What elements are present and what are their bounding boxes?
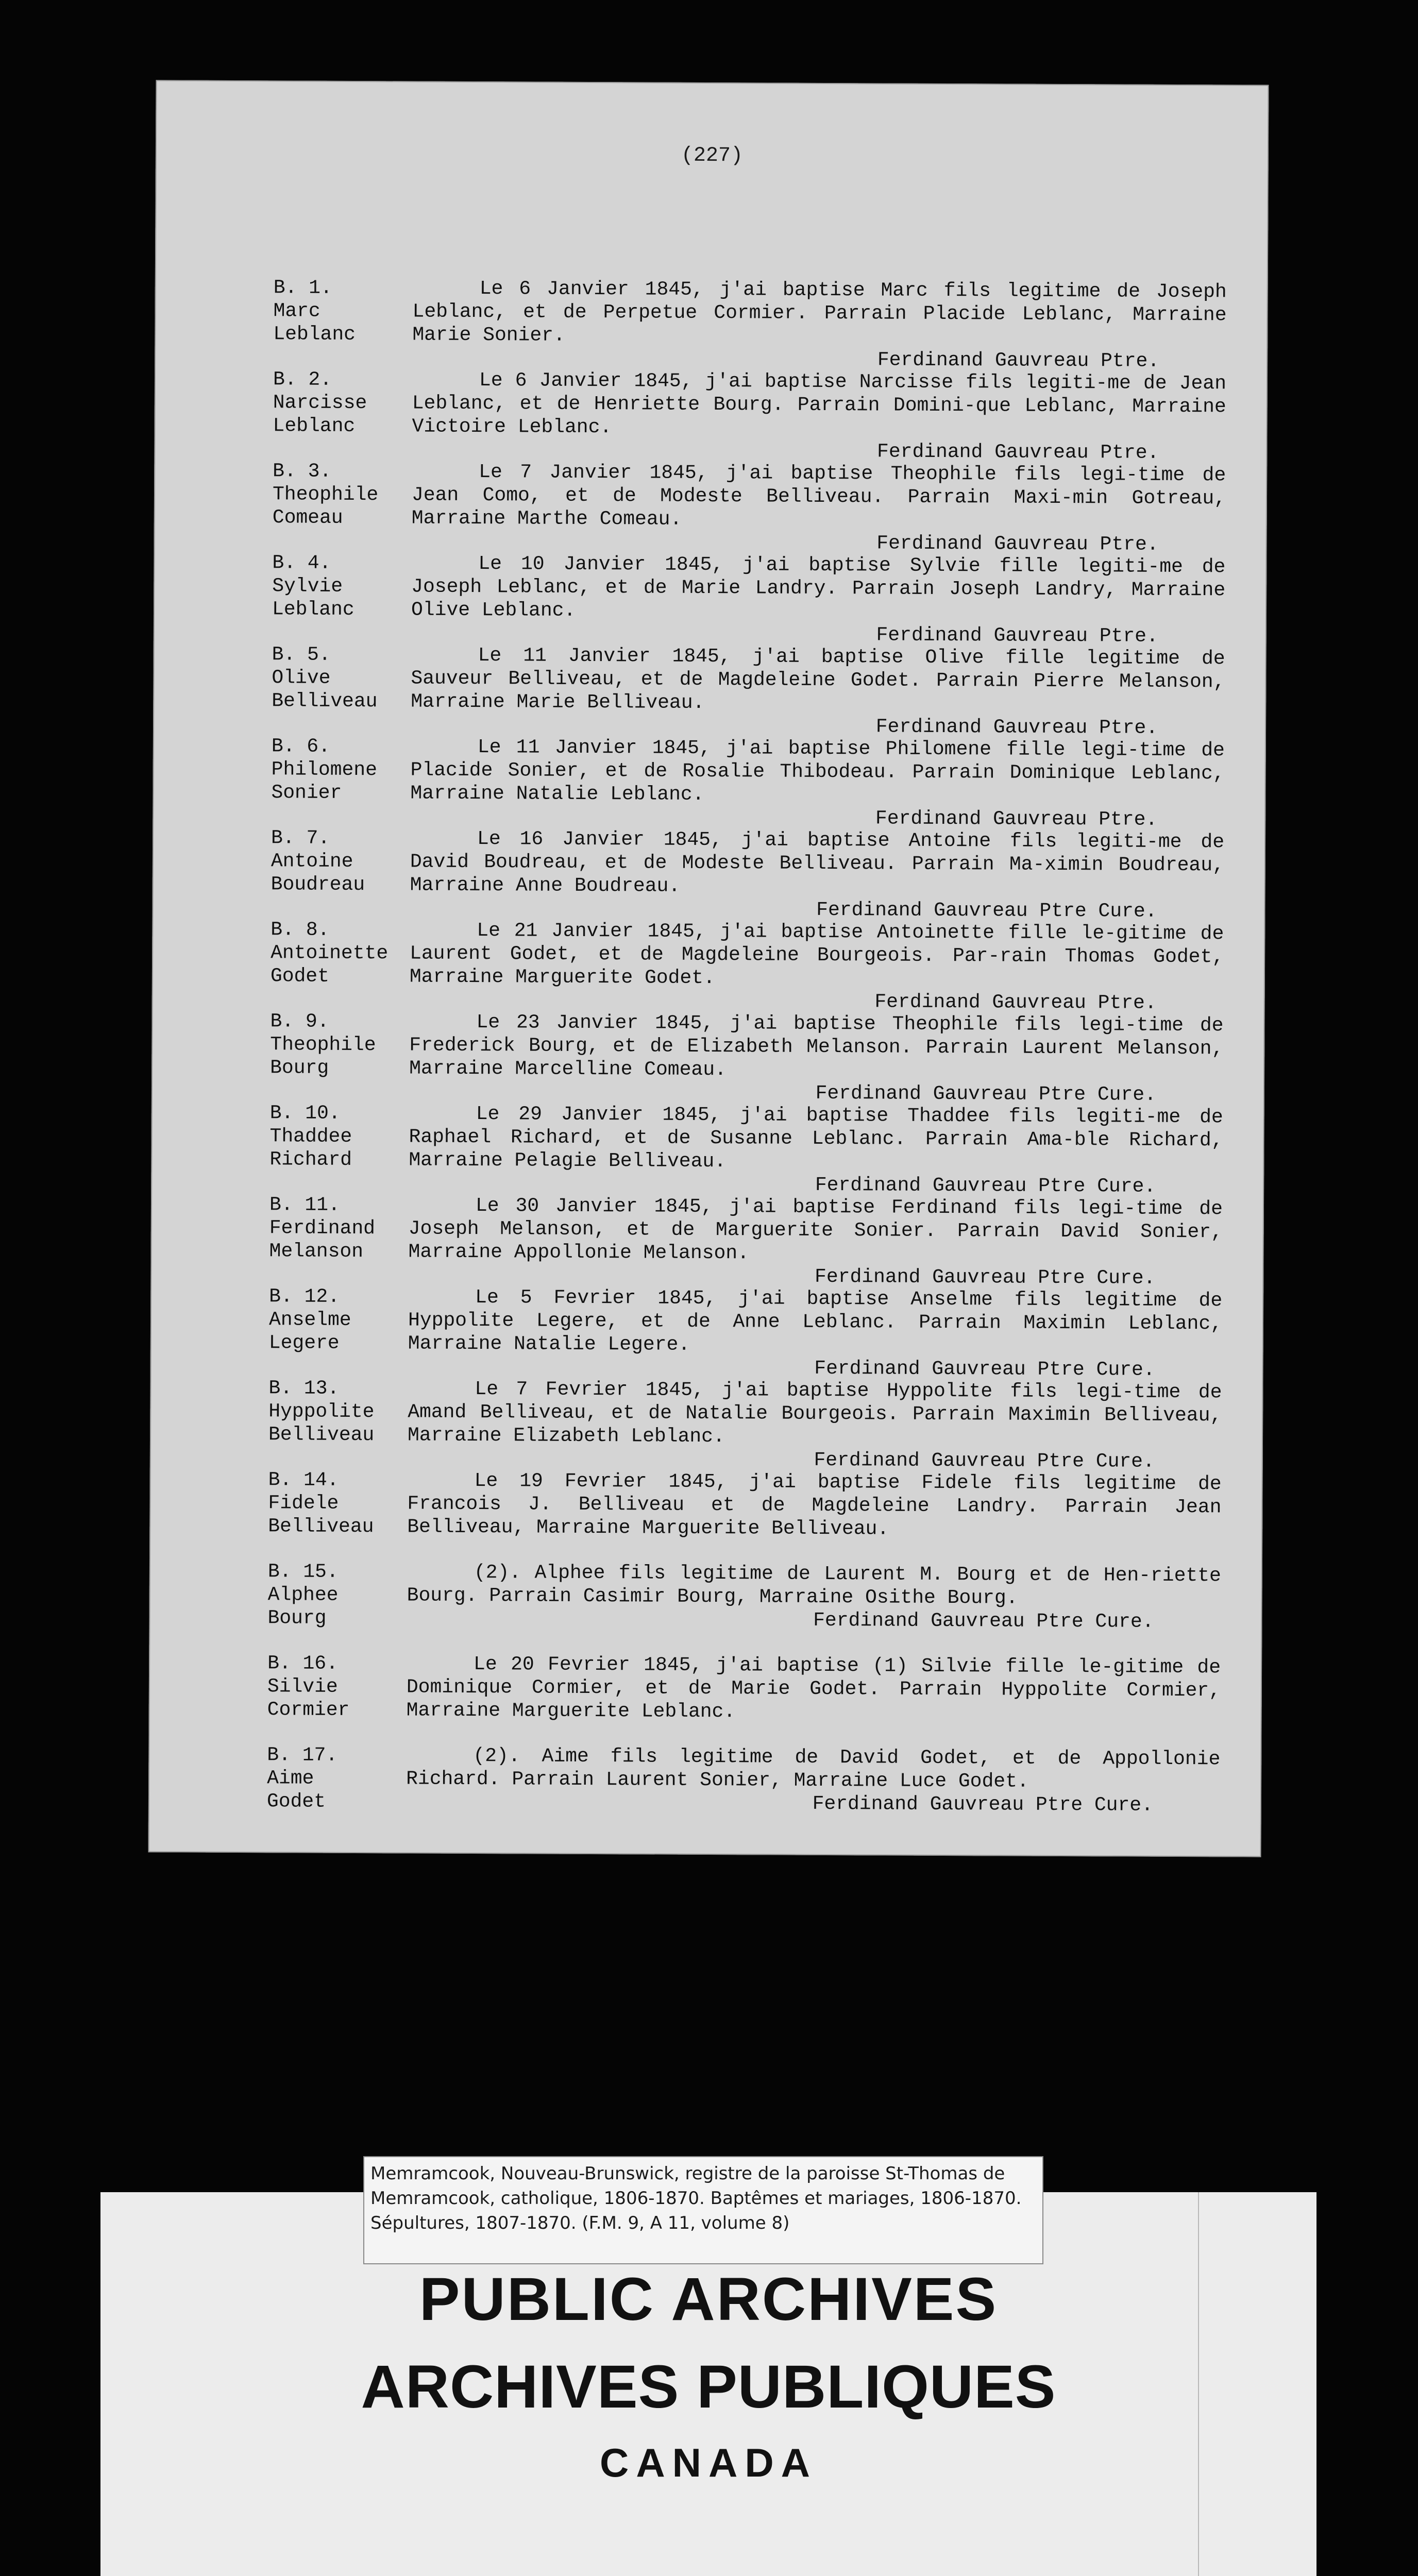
entry-text: Le 5 Fevrier 1845, j'ai baptise Anselme fils legitime de Hyppolite Legere, et de Anne Leblanc. Parrain Maximin Leblanc, Marraine Natalie Legere. xyxy=(408,1286,1223,1356)
entry-text: Le 19 Fevrier 1845, j'ai baptise Fidele fils legitime de Francois J. Belliveau et de Magdeleine Landry. Parrain Jean Belliveau, Marraine Marguerite Belliveau. xyxy=(407,1470,1222,1540)
priest-signature: Ferdinand Gauvreau Ptre. xyxy=(874,991,1157,1014)
entry-margin-note: B. 4. Sylvie Leblanc xyxy=(272,552,354,621)
entry-body xyxy=(411,643,1225,740)
entry-margin-note: B. 11. Ferdinand Melanson xyxy=(269,1194,376,1263)
entry-text: Le 6 Janvier 1845, j'ai baptise Marc fils legitime de Joseph Leblanc, et de Perpetue Cormier. Parrain Placide Leblanc, Marraine Marie Sonier. xyxy=(412,278,1227,347)
archive-country: CANADA xyxy=(600,2440,817,2485)
baptism-entry xyxy=(267,1560,1237,1656)
entry-margin-note: B. 8. Antoinette Godet xyxy=(270,919,389,988)
entry-body xyxy=(412,460,1226,556)
priest-signature: Ferdinand Gauvreau Ptre. xyxy=(876,440,1159,464)
entry-margin-note: B. 12. Anselme Legere xyxy=(268,1285,351,1354)
baptism-entry xyxy=(269,1101,1239,1197)
entry-text: Le 30 Janvier 1845, j'ai baptise Ferdinand fils legi-time de Joseph Melanson, et de Marguerite Sonier. Parrain David Sonier, Marraine Appollonie Melanson. xyxy=(408,1195,1223,1265)
entry-body xyxy=(412,277,1227,373)
baptism-entry xyxy=(273,276,1242,372)
entry-margin-note: B. 9. Theophile Bourg xyxy=(270,1010,376,1079)
priest-signature: Ferdinand Gauvreau Ptre. xyxy=(875,807,1158,831)
baptism-entry xyxy=(267,1743,1236,1839)
entry-body xyxy=(409,1102,1223,1198)
entry-margin-note: B. 6. Philomene Sonier xyxy=(271,735,378,804)
baptism-entry xyxy=(272,643,1241,739)
entry-body xyxy=(407,1561,1221,1634)
page-number: (227) xyxy=(681,144,743,168)
baptism-entry xyxy=(268,1468,1237,1564)
baptism-entry xyxy=(271,735,1240,831)
entry-body xyxy=(408,1285,1223,1382)
baptism-entry xyxy=(270,1010,1239,1106)
entry-margin-note: B. 15. Alphee Bourg xyxy=(267,1561,339,1630)
priest-signature: Ferdinand Gauvreau Ptre. xyxy=(876,532,1159,556)
entry-text: Le 23 Janvier 1845, j'ai baptise Theophile fils legi-time de Frederick Bourg, et de Elizabeth Melanson. Parrain Laurent Melanson, Marraine Marcelline Comeau. xyxy=(409,1011,1224,1081)
entry-body xyxy=(412,368,1226,465)
entry-margin-note: B. 16. Silvie Cormier xyxy=(267,1652,350,1721)
entry-text: Le 16 Janvier 1845, j'ai baptise Antoine fils legiti-me de David Boudreau, et de Modeste Belliveau. Parrain Ma-ximin Boudreau, Marraine Anne Boudreau. xyxy=(410,828,1225,897)
entry-text: (2). Aime fils legitime de David Godet, et de Appollonie Richard. Parrain Laurent Sonier, Marraine Luce Godet. xyxy=(406,1745,1221,1793)
entry-body xyxy=(411,552,1226,648)
priest-signature: Ferdinand Gauvreau Ptre Cure. xyxy=(813,1609,1154,1633)
entry-body xyxy=(406,1744,1221,1817)
baptism-entry xyxy=(271,826,1240,922)
archive-title-french: ARCHIVES PUBLIQUES xyxy=(361,2353,1056,2421)
entry-body xyxy=(410,735,1225,832)
baptism-entry xyxy=(273,460,1242,555)
priest-signature: Ferdinand Gauvreau Ptre Cure. xyxy=(815,1174,1156,1198)
entry-margin-note: B. 7. Antoine Boudreau xyxy=(271,827,365,896)
baptism-entry xyxy=(273,368,1242,464)
register-page xyxy=(148,80,1269,1857)
entry-text: Le 10 Janvier 1845, j'ai baptise Sylvie fille legiti-me de Joseph Leblanc, et de Marie Landry. Parrain Joseph Landry, Marraine Olive Leblanc. xyxy=(411,553,1226,622)
entry-margin-note: B. 2. Narcisse Leblanc xyxy=(273,368,367,437)
entry-text: Le 20 Fevrier 1845, j'ai baptise (1) Silvie fille le-gitime de Dominique Cormier, et de Marie Godet. Parrain Hyppolite Cormier, Marraine Marguerite Leblanc. xyxy=(406,1653,1221,1723)
priest-signature: Ferdinand Gauvreau Ptre Cure. xyxy=(815,1082,1157,1106)
entry-margin-note: B. 1. Marc Leblanc xyxy=(273,277,356,346)
entry-body xyxy=(410,919,1224,1015)
entry-margin-note: B. 10. Thaddee Richard xyxy=(269,1102,352,1171)
entry-margin-note: B. 14. Fidele Belliveau xyxy=(268,1469,374,1538)
priest-signature: Ferdinand Gauvreau Ptre. xyxy=(875,716,1158,739)
entry-margin-note: B. 17. Aime Godet xyxy=(266,1744,338,1813)
priest-signature: Ferdinand Gauvreau Ptre Cure. xyxy=(814,1357,1155,1381)
priest-signature: Ferdinand Gauvreau Ptre Cure. xyxy=(816,899,1157,923)
priest-signature: Ferdinand Gauvreau Ptre. xyxy=(877,349,1160,372)
entry-margin-note: B. 3. Theophile Comeau xyxy=(272,460,379,529)
entry-text: (2). Alphee fils legitime de Laurent M. Bourg et de Hen-riette Bourg. Parrain Casimir Bourg, Marraine Osithe Bourg. xyxy=(407,1562,1221,1609)
priest-signature: Ferdinand Gauvreau Ptre Cure. xyxy=(814,1265,1156,1290)
baptism-entries xyxy=(267,276,1242,1839)
priest-signature: Ferdinand Gauvreau Ptre. xyxy=(876,624,1158,648)
entry-body xyxy=(408,1377,1222,1473)
entry-body xyxy=(408,1194,1223,1290)
priest-signature: Ferdinand Gauvreau Ptre Cure. xyxy=(814,1449,1155,1473)
entry-body xyxy=(409,1010,1224,1107)
baptism-entry xyxy=(272,551,1241,647)
baptism-entry xyxy=(267,1652,1236,1748)
baptism-entry xyxy=(269,1285,1238,1381)
entry-text: Le 21 Janvier 1845, j'ai baptise Antoinette fille le-gitime de Laurent Godet, et de Magdeleine Bourgeois. Par-rain Thomas Godet, Marraine Marguerite Godet. xyxy=(409,920,1224,990)
entry-margin-note: B. 13. Hyppolite Belliveau xyxy=(268,1377,375,1447)
entry-text: Le 11 Janvier 1845, j'ai baptise Olive fille legitime de Sauveur Belliveau, et de Magdeleine Godet. Parrain Pierre Melanson, Marraine Marie Belliveau. xyxy=(411,645,1225,714)
register-description-tag: Memramcook, Nouveau-Brunswick, registre de la paroisse St-Thomas de Memramcook, catholique, 1806-1870. Baptêmes et mariages, 1806-1870. Sépultures, 1807-1870. (F.M. 9, A 11, volume 8) xyxy=(363,2156,1043,2264)
entry-text: Le 29 Janvier 1845, j'ai baptise Thaddee fils legiti-me de Raphael Richard, et de Susanne Leblanc. Parrain Ama-ble Richard, Marraine Pelagie Belliveau. xyxy=(409,1103,1223,1173)
entry-body xyxy=(407,1469,1222,1542)
entry-body xyxy=(410,827,1224,923)
entry-text: Le 7 Janvier 1845, j'ai baptise Theophile fils legi-time de Jean Como, et de Modeste Belliveau. Parrain Maxi-min Gotreau, Marraine Marthe Comeau. xyxy=(411,461,1226,531)
baptism-entry xyxy=(268,1377,1238,1472)
entry-text: Le 6 Janvier 1845, j'ai baptise Narcisse fils legiti-me de Jean Leblanc, et de Henriette Bourg. Parrain Domini-que Leblanc, Marraine Victoire Leblanc. xyxy=(412,369,1227,439)
baptism-entry xyxy=(271,918,1240,1014)
entry-text: Le 7 Fevrier 1845, j'ai baptise Hyppolite fils legi-time de Amand Belliveau, et de Natalie Bourgeois. Parrain Maximin Belliveau, Marraine Elizabeth Leblanc. xyxy=(407,1378,1222,1448)
baptism-entry xyxy=(269,1193,1238,1289)
entry-margin-note: B. 5. Olive Belliveau xyxy=(272,643,378,713)
entry-text: Le 11 Janvier 1845, j'ai baptise Philomene fille legi-time de Placide Sonier, et de Rosalie Thibodeau. Parrain Dominique Leblanc, Marraine Natalie Leblanc. xyxy=(410,736,1225,806)
archive-title-english: PUBLIC ARCHIVES xyxy=(419,2265,998,2333)
entry-body xyxy=(407,1652,1221,1725)
priest-signature: Ferdinand Gauvreau Ptre Cure. xyxy=(812,1792,1154,1817)
